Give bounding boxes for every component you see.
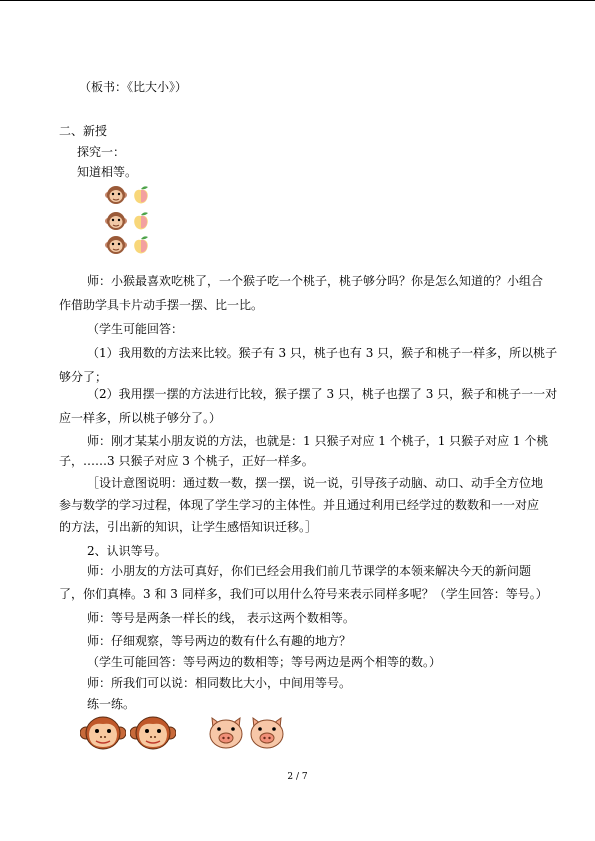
teacher-question-3: 师：仔细观察，等号两边的数有什么有趣的地方？	[87, 634, 352, 648]
subtopic-equal: 知道相等。	[77, 165, 138, 179]
student-answer-1-cont: 够分了；	[59, 370, 108, 384]
student-answer-2: （2）我用摆一摆的方法进行比较，猴子摆了 3 只，桃子也摆了 3 只，猴子和桃子一一对	[87, 387, 558, 401]
design-intent: ［设计意图说明：通过数一数，摆一摆，说一说，引导孩子动脑、动口、动手全方位地	[87, 476, 544, 490]
teacher-explain-equal: 师：等号是两条一样长的线， 表示这两个数相等。	[87, 611, 355, 625]
pair-row-3	[105, 235, 151, 255]
monkey-face-icon	[80, 716, 126, 750]
monkey-icon	[105, 235, 127, 255]
teacher-summary-1: 师：刚才某某小朋友说的方法，也就是：1 只猴子对应 1 个桃子，1 只猴子对应 1 个桃	[87, 434, 549, 448]
pig-face-icon	[207, 714, 245, 750]
teacher-question-1-cont: 作借助学具卡片动手摆一摆、比一比。	[59, 298, 264, 312]
page-number: 2 / 7	[287, 772, 308, 782]
board-note: （板书：《比大小》）	[79, 80, 188, 94]
monkey-icon	[105, 211, 127, 231]
teacher-question-1: 师：小猴最喜欢吃桃了，一个猴子吃一个桃子，桃子够分吗？你是怎么知道的？小组合	[87, 274, 544, 288]
student-answer-3: （学生可能回答：等号两边的数相等；等号两边是两个相等的数。）	[87, 655, 442, 669]
student-answer-1: （1）我用数的方法来比较。猴子有 3 只，桃子也有 3 只，猴子和桃子一样多，所以桃子	[87, 346, 558, 360]
student-answer-intro: （学生可能回答：	[87, 322, 184, 336]
pair-row-2	[105, 211, 151, 231]
peach-icon	[131, 211, 151, 231]
practice-label: 练一练。	[87, 697, 136, 711]
teacher-conclusion: 师：所我们可以说：相同数比大小，中间用等号。	[87, 676, 352, 690]
top-rule	[0, 0, 595, 1]
subtopic-equal-sign: 2、认识等号。	[87, 544, 167, 558]
pig-face-icon	[248, 714, 286, 750]
student-answer-2-cont: 应一样多，所以桃子够分了。）	[59, 411, 222, 425]
peach-icon	[131, 235, 151, 255]
pair-row-1	[105, 185, 151, 205]
teacher-question-2-cont: 了，你们真棒。3 和 3 同样多，我们可以用什么符号来表示同样多呢？（学生回答：等号。）	[59, 587, 548, 601]
teacher-summary-1-cont: 子，……3 只猴子对应 3 个桃子，正好一样多。	[59, 454, 314, 468]
design-intent-cont-1: 参与数学的学习过程，体现了学生学习的主体性。并且通过利用已经学过的数数和一一对应	[59, 498, 540, 512]
peach-icon	[131, 185, 151, 205]
teacher-question-2: 师：小朋友的方法可真好，你们已经会用我们前几节课学的本领来解决今天的新问题	[87, 564, 532, 578]
monkey-face-icon	[130, 716, 176, 750]
design-intent-cont-2: 的方法，引出新的知识，让学生感悟知识迁移。］	[59, 520, 318, 534]
explore-label: 探究一：	[77, 145, 126, 159]
section-heading: 二、新授	[59, 124, 108, 138]
monkey-icon	[105, 185, 127, 205]
